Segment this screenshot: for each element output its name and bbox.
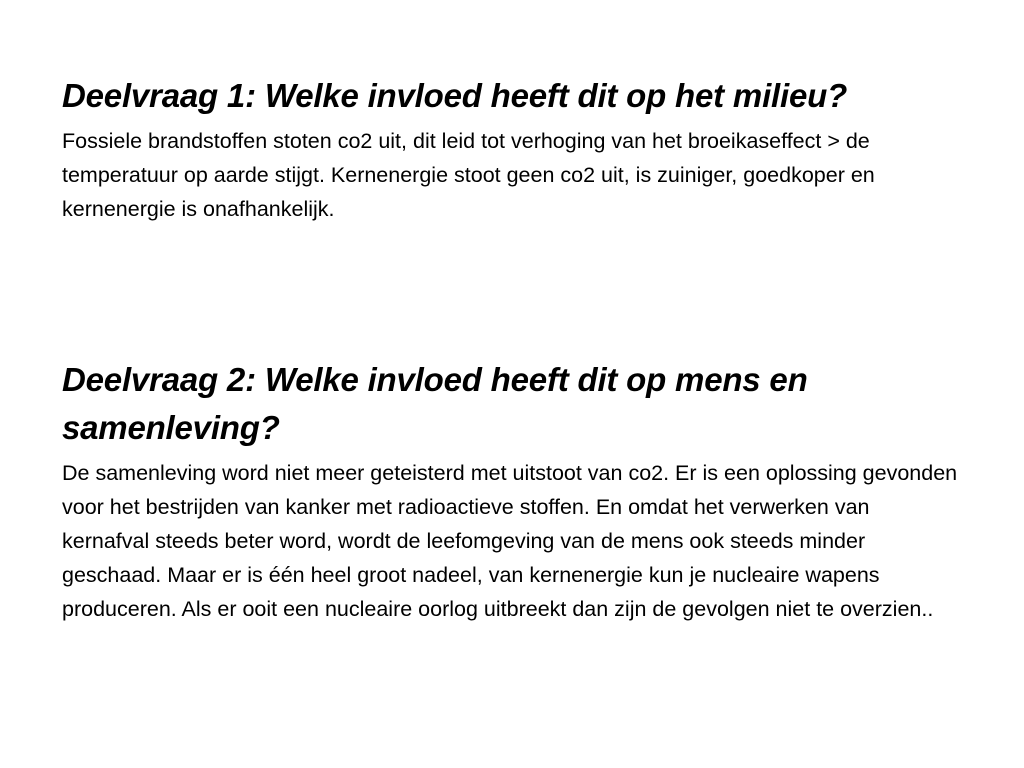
- section-body: Fossiele brandstoffen stoten co2 uit, dit leid tot verhoging van het broeikaseffect > de temperatuur op aarde stijgt. Kernenergie stoot geen co2 uit, is zuiniger, goedkoper en kernenergie is onafhankelijk.: [62, 129, 875, 221]
- section-body: De samenleving word niet meer geteisterd met uitstoot van co2. Er is een oplossing gevonden voor het bestrijden van kanker met radioactieve stoffen. En omdat het verwerken van kernafval steeds beter word, wordt de leefomgeving van de mens ook steeds minder geschaad. Maar er is één heel groot nadeel, van kernenergie kun je nucleaire wapens produceren. Als er ooit een nucleaire oorlog uitbreekt dan zijn de gevolgen niet te overzien..: [62, 461, 958, 621]
- section-heading: Deelvraag 1: Welke invloed heeft dit op het milieu?: [62, 77, 848, 114]
- section-heading: Deelvraag 2: Welke invloed heeft dit op mens en samenleving?: [62, 361, 808, 446]
- section-deelvraag-1: [62, 72, 962, 226]
- section-deelvraag-2: [62, 356, 962, 626]
